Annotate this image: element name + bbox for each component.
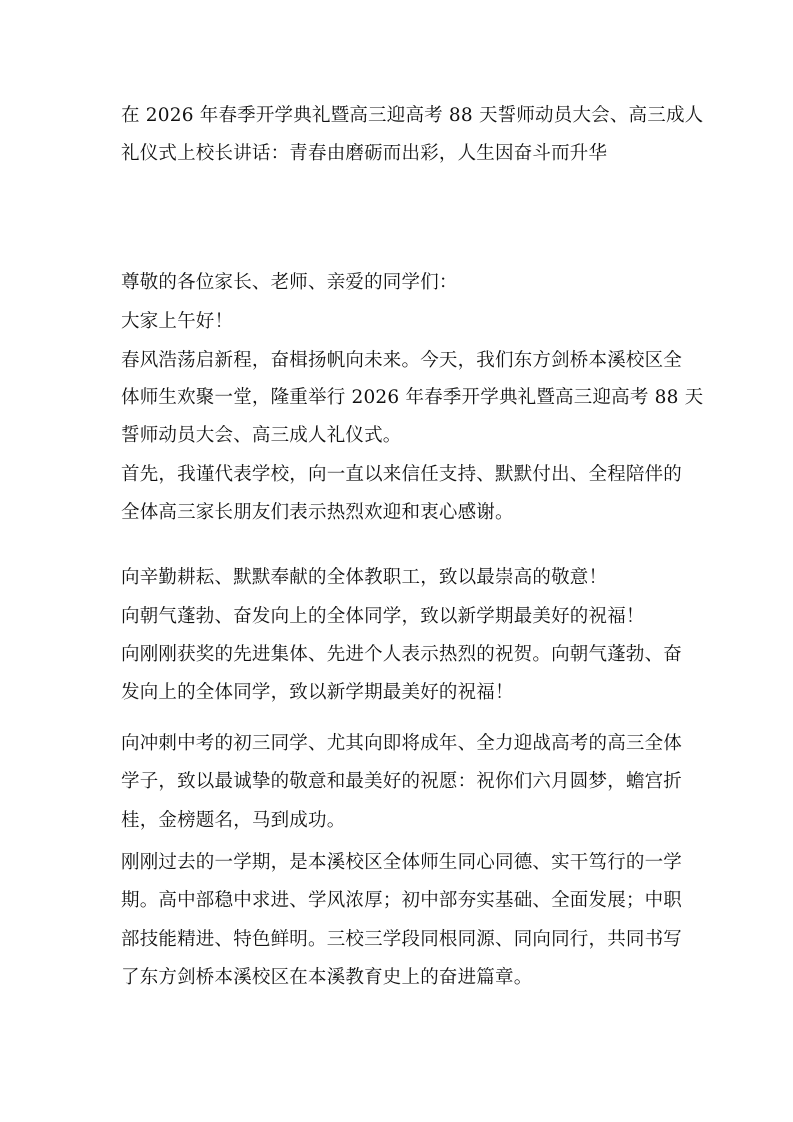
- title-line-2: 礼仪式上校长讲话：青春由磨砺而出彩，人生因奋斗而升华: [121, 143, 608, 164]
- body-line: 学子，致以最诚挚的敬意和最美好的祝愿：祝你们六月圆梦，蟾宫折: [121, 771, 683, 792]
- body-line: 春风浩荡启新程，奋楫扬帆向未来。今天，我们东方剑桥本溪校区全: [121, 350, 683, 371]
- body-line: 向辛勤耕耘、默默奉献的全体教职工，致以最崇高的敬意！: [121, 567, 608, 588]
- salutation: 尊敬的各位家长、老师、亲爱的同学们：: [121, 272, 458, 293]
- body-line: 体师生欢聚一堂，隆重举行 2026 年春季开学典礼暨高三迎高考 88 天: [121, 387, 704, 408]
- body-line: 部技能精进、特色鲜明。三校三学段同根同源、同向同行，共同书写: [121, 929, 683, 950]
- greeting: 大家上午好！: [121, 311, 234, 332]
- body-line: 全体高三家长朋友们表示热烈欢迎和衷心感谢。: [121, 502, 514, 523]
- title-line-1: 在 2026 年春季开学典礼暨高三迎高考 88 天誓师动员大会、高三成人: [121, 105, 704, 126]
- body-line: 发向上的全体同学，致以新学期最美好的祝福！: [121, 682, 514, 703]
- body-line: 首先，我谨代表学校，向一直以来信任支持、默默付出、全程陪伴的: [121, 464, 683, 485]
- body-line: 桂，金榜题名，马到成功。: [121, 810, 346, 831]
- body-line: 了东方剑桥本溪校区在本溪教育史上的奋进篇章。: [121, 967, 533, 988]
- body-line: 向刚刚获奖的先进集体、先进个人表示热烈的祝贺。向朝气蓬勃、奋: [121, 644, 683, 665]
- body-line: 刚刚过去的一学期，是本溪校区全体师生同心同德、实干笃行的一学: [121, 852, 683, 873]
- body-line: 期。高中部稳中求进、学风浓厚；初中部夯实基础、全面发展；中职: [121, 890, 683, 911]
- body-line: 誓师动员大会、高三成人礼仪式。: [121, 425, 402, 446]
- body-line: 向朝气蓬勃、奋发向上的全体同学，致以新学期最美好的祝福！: [121, 606, 645, 627]
- body-line: 向冲刺中考的初三同学、尤其向即将成年、全力迎战高考的高三全体: [121, 733, 683, 754]
